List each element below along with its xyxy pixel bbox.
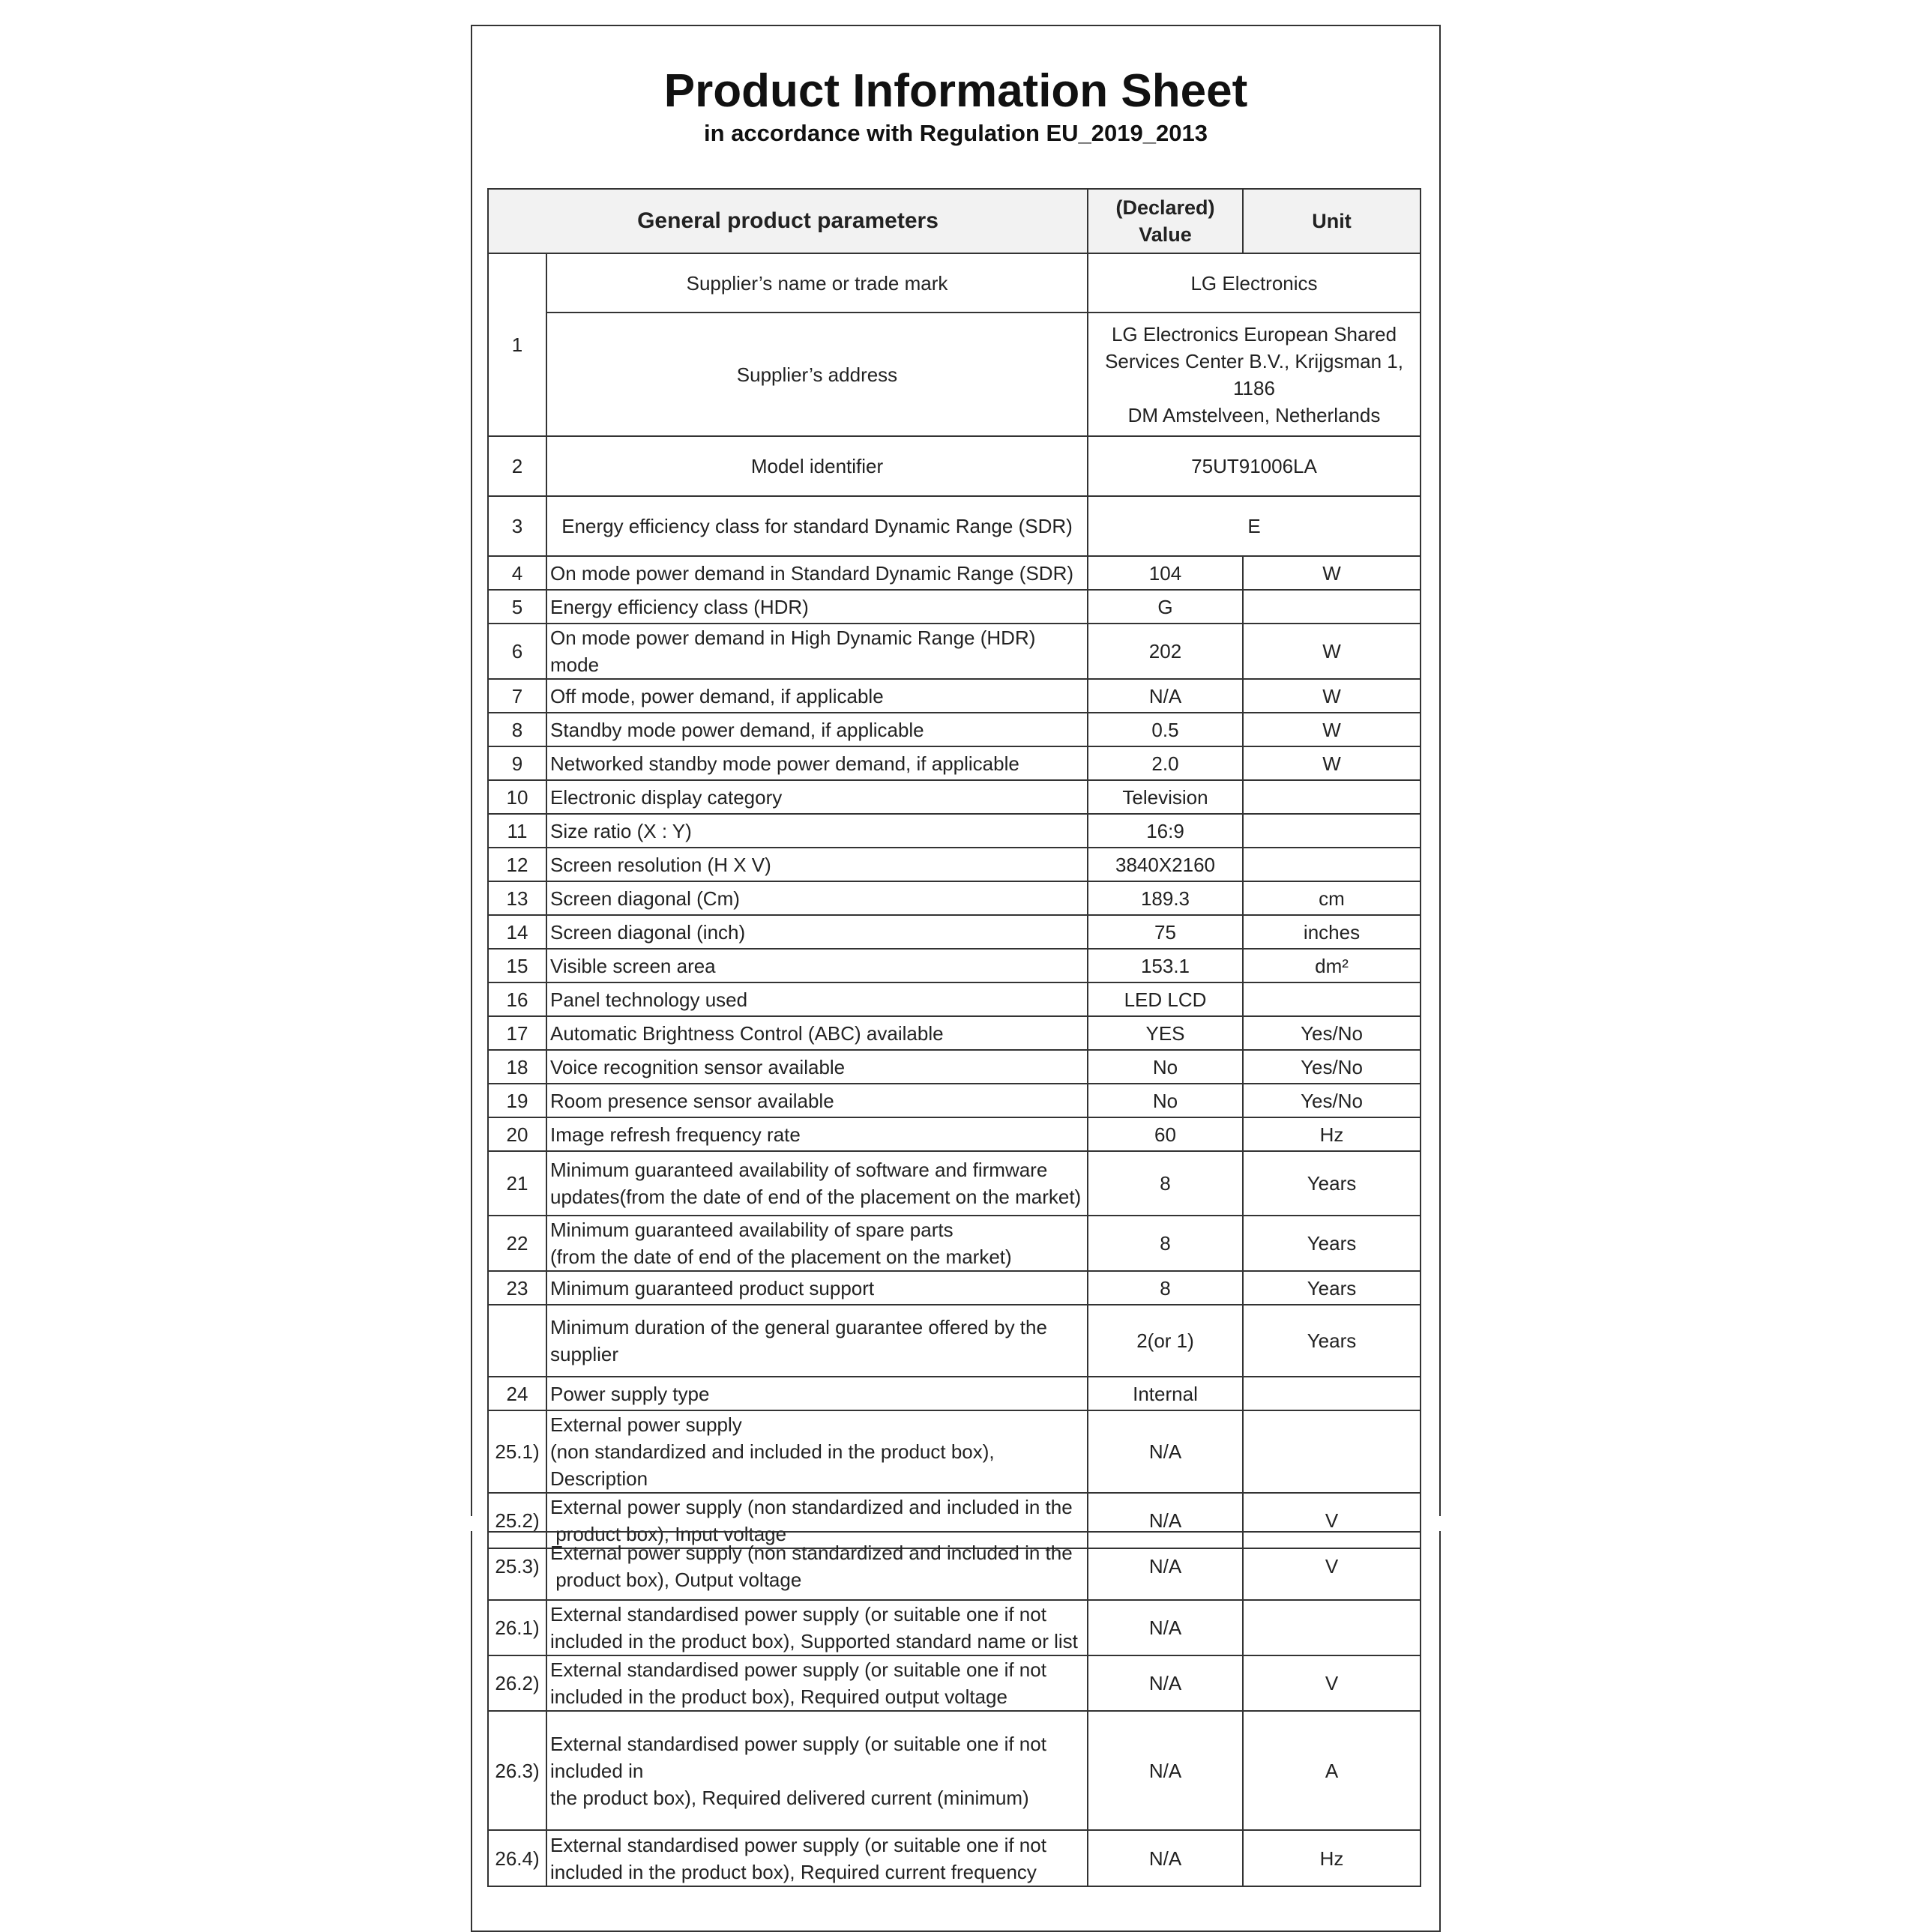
row-unit: A (1243, 1711, 1421, 1830)
row-value: 16:9 (1088, 814, 1243, 848)
row-value: N/A (1088, 1532, 1243, 1600)
row-unit: V (1243, 1655, 1421, 1711)
row-value: 2.0 (1088, 746, 1243, 780)
row-unit (1243, 982, 1421, 1016)
row-unit (1243, 780, 1421, 814)
row-value: N/A (1088, 1830, 1243, 1886)
table-row (488, 1216, 1421, 1271)
row-value: G (1088, 590, 1243, 624)
parameters-table-bottom (487, 1531, 1421, 1887)
row-label: External standardised power supply (or suitable one if not included in the product box), Supported standard name or list (546, 1600, 1088, 1655)
row-number: 25.3) (488, 1532, 546, 1600)
table-row (488, 780, 1421, 814)
row-number: 26.1) (488, 1600, 546, 1655)
row-label: Automatic Brightness Control (ABC) available (546, 1016, 1088, 1050)
row-label: External standardised power supply (or suitable one if not included in the product box), Required output voltage (546, 1655, 1088, 1711)
row-unit: Yes/No (1243, 1084, 1421, 1117)
row-number: 7 (488, 679, 546, 713)
row-label: Minimum guaranteed availability of software and firmware updates(from the date of end of the placement on the market) (546, 1151, 1088, 1216)
row-unit: inches (1243, 915, 1421, 949)
table-row (488, 1151, 1421, 1216)
row-number: 6 (488, 624, 546, 679)
row-value: N/A (1088, 1493, 1243, 1548)
row-label: Screen resolution (H X V) (546, 848, 1088, 881)
header-unit: Unit (1243, 189, 1421, 253)
row-value: N/A (1088, 1655, 1243, 1711)
row-number: 20 (488, 1117, 546, 1151)
row-number: 2 (488, 436, 546, 496)
row-unit (1243, 1377, 1421, 1410)
table-header-row (488, 189, 1421, 253)
row-number: 25.2) (488, 1493, 546, 1548)
row-unit: Yes/No (1243, 1050, 1421, 1084)
row-value: 60 (1088, 1117, 1243, 1151)
row-number: 11 (488, 814, 546, 848)
row-label: Power supply type (546, 1377, 1088, 1410)
row-label: External power supply (non standardized and included in the product box), Input voltage (546, 1493, 1088, 1548)
table-row (488, 1410, 1421, 1493)
row-label: Electronic display category (546, 780, 1088, 814)
table-row (488, 1830, 1421, 1886)
row-label: Room presence sensor available (546, 1084, 1088, 1117)
row-label: Off mode, power demand, if applicable (546, 679, 1088, 713)
row-label: Panel technology used (546, 982, 1088, 1016)
row-number: 4 (488, 556, 546, 590)
row-value: YES (1088, 1016, 1243, 1050)
row-unit (1243, 1410, 1421, 1493)
row-label: Networked standby mode power demand, if applicable (546, 746, 1088, 780)
table-row (488, 1305, 1421, 1377)
row-value: N/A (1088, 1600, 1243, 1655)
row-unit: Hz (1243, 1117, 1421, 1151)
row-value: Television (1088, 780, 1243, 814)
table-row (488, 313, 1421, 436)
table-row (488, 496, 1421, 556)
row-unit: Years (1243, 1151, 1421, 1216)
row-unit: Years (1243, 1271, 1421, 1305)
energy-sdr-value: E (1088, 496, 1421, 556)
table-row (488, 1084, 1421, 1117)
model-label: Model identifier (546, 436, 1088, 496)
table-row (488, 881, 1421, 915)
row-value: 3840X2160 (1088, 848, 1243, 881)
row-number: 10 (488, 780, 546, 814)
row-unit: W (1243, 679, 1421, 713)
row-number: 8 (488, 713, 546, 746)
row-number: 26.2) (488, 1655, 546, 1711)
model-value: 75UT91006LA (1088, 436, 1421, 496)
table-row (488, 1600, 1421, 1655)
row-number: 15 (488, 949, 546, 982)
row-number: 26.4) (488, 1830, 546, 1886)
row-number: 25.1) (488, 1410, 546, 1493)
row-unit (1243, 848, 1421, 881)
row-label: Energy efficiency class (HDR) (546, 590, 1088, 624)
row-unit (1243, 590, 1421, 624)
header-value: (Declared) Value (1088, 189, 1243, 253)
header-parameters: General product parameters (488, 189, 1088, 253)
table-row (488, 253, 1421, 313)
table-row (488, 1711, 1421, 1830)
row-label: Minimum duration of the general guarantee offered by the supplier (546, 1305, 1088, 1377)
row-number: 3 (488, 496, 546, 556)
row-label: Standby mode power demand, if applicable (546, 713, 1088, 746)
row-unit: Yes/No (1243, 1016, 1421, 1050)
row-unit: V (1243, 1493, 1421, 1548)
table-row (488, 624, 1421, 679)
row-number: 26.3) (488, 1711, 546, 1830)
table-row (488, 814, 1421, 848)
row-number: 9 (488, 746, 546, 780)
row-value: No (1088, 1084, 1243, 1117)
table-row (488, 848, 1421, 881)
row-value: N/A (1088, 1711, 1243, 1830)
row-number: 21 (488, 1151, 546, 1216)
page-title: Product Information Sheet (663, 65, 1248, 117)
row-number: 24 (488, 1377, 546, 1410)
energy-sdr-label: Energy efficiency class for standard Dynamic Range (SDR) (546, 496, 1088, 556)
table-row (488, 1655, 1421, 1711)
row-value: 153.1 (1088, 949, 1243, 982)
row-value: 189.3 (1088, 881, 1243, 915)
row-number: 1 (488, 253, 546, 436)
table-row (488, 590, 1421, 624)
table-row (488, 679, 1421, 713)
row-unit: dm² (1243, 949, 1421, 982)
row-label: External standardised power supply (or suitable one if not included in the product box), Required current frequency (546, 1830, 1088, 1886)
row-value: 75 (1088, 915, 1243, 949)
row-value: N/A (1088, 679, 1243, 713)
row-label: Minimum guaranteed product support (546, 1271, 1088, 1305)
row-label: On mode power demand in Standard Dynamic Range (SDR) (546, 556, 1088, 590)
table-row (488, 949, 1421, 982)
row-unit: W (1243, 713, 1421, 746)
row-value: 0.5 (1088, 713, 1243, 746)
row-value: 104 (1088, 556, 1243, 590)
row-value: 8 (1088, 1216, 1243, 1271)
table-row (488, 746, 1421, 780)
table-row (488, 1050, 1421, 1084)
row-label: External standardised power supply (or suitable one if not included in the product box), Required delivered current (minimum) (546, 1711, 1088, 1830)
row-label: Voice recognition sensor available (546, 1050, 1088, 1084)
row-label: On mode power demand in High Dynamic Range (HDR) mode (546, 624, 1088, 679)
table-row (488, 436, 1421, 496)
table-row (488, 1016, 1421, 1050)
row-number: 16 (488, 982, 546, 1016)
row-label: Size ratio (X : Y) (546, 814, 1088, 848)
row-unit: Years (1243, 1305, 1421, 1377)
row-unit: Years (1243, 1216, 1421, 1271)
row-unit: Hz (1243, 1830, 1421, 1886)
table-row (488, 1532, 1421, 1600)
supplier-address-label: Supplier’s address (546, 313, 1088, 436)
row-unit: cm (1243, 881, 1421, 915)
row-number: 13 (488, 881, 546, 915)
row-unit: W (1243, 556, 1421, 590)
row-value: N/A (1088, 1410, 1243, 1493)
row-label: Screen diagonal (Cm) (546, 881, 1088, 915)
supplier-address-value: LG Electronics European Shared Services Center B.V., Krijgsman 1, 1186 DM Amstelveen, Netherlands (1088, 313, 1421, 436)
row-number (488, 1305, 546, 1377)
row-unit (1243, 814, 1421, 848)
row-number: 22 (488, 1216, 546, 1271)
row-value: Internal (1088, 1377, 1243, 1410)
row-value: 2(or 1) (1088, 1305, 1243, 1377)
row-label: Minimum guaranteed availability of spare parts (from the date of end of the placement on the market) (546, 1216, 1088, 1271)
table-row (488, 1271, 1421, 1305)
table-row (488, 556, 1421, 590)
row-value: 202 (1088, 624, 1243, 679)
table-row (488, 915, 1421, 949)
page-subtitle: in accordance with Regulation EU_2019_2013 (704, 120, 1208, 146)
row-value: 8 (1088, 1151, 1243, 1216)
table-row (488, 1117, 1421, 1151)
row-number: 18 (488, 1050, 546, 1084)
row-unit: W (1243, 746, 1421, 780)
supplier-name-label: Supplier’s name or trade mark (546, 253, 1088, 313)
row-number: 14 (488, 915, 546, 949)
table-row (488, 1377, 1421, 1410)
row-unit: W (1243, 624, 1421, 679)
row-label: Screen diagonal (inch) (546, 915, 1088, 949)
row-value: 8 (1088, 1271, 1243, 1305)
parameters-table-top (487, 188, 1421, 1549)
row-label: Image refresh frequency rate (546, 1117, 1088, 1151)
row-number: 17 (488, 1016, 546, 1050)
row-unit: V (1243, 1532, 1421, 1600)
row-unit (1243, 1600, 1421, 1655)
row-number: 12 (488, 848, 546, 881)
row-label: Visible screen area (546, 949, 1088, 982)
row-number: 5 (488, 590, 546, 624)
table-row (488, 982, 1421, 1016)
row-label: External power supply (non standardized and included in the product box), Description (546, 1410, 1088, 1493)
supplier-name-value: LG Electronics (1088, 253, 1421, 313)
row-label: External power supply (non standardized and included in the product box), Output voltage (546, 1532, 1088, 1600)
row-value: No (1088, 1050, 1243, 1084)
table-row (488, 713, 1421, 746)
row-number: 23 (488, 1271, 546, 1305)
row-value: LED LCD (1088, 982, 1243, 1016)
row-number: 19 (488, 1084, 546, 1117)
